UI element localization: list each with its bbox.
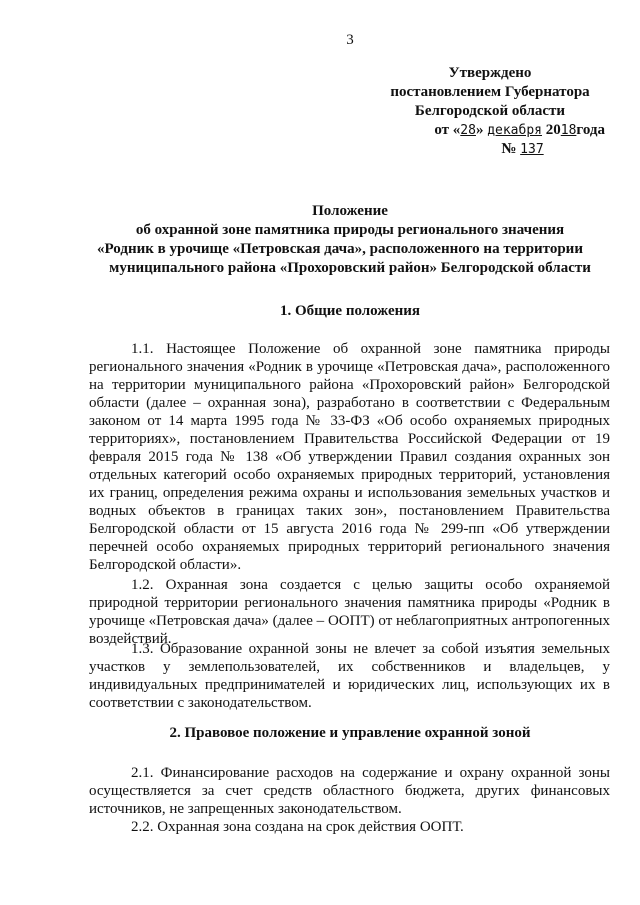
date-year-suffix: 18 bbox=[560, 123, 577, 138]
paragraph-1-3: 1.3. Образование охранной зоны не влечет за собой изъятия земельных участков у землепользователей, их собственников и владельцев, у индивидуальных предпринимателей и юридических лиц, использующих их в соответствии с законодательством. bbox=[89, 641, 610, 711]
date-mid: » bbox=[475, 122, 484, 138]
page-number: 3 bbox=[346, 32, 354, 48]
approval-date bbox=[360, 121, 605, 140]
title-line-1: Положение bbox=[312, 203, 388, 219]
title-line-4: муниципального района «Прохоровский район» Белгородской области bbox=[109, 260, 591, 276]
section-2-heading: 2. Правовое положение и управление охранной зоной bbox=[169, 725, 531, 741]
approval-line-2: постановлением Губернатора bbox=[390, 84, 590, 100]
title-line-2: об охранной зоне памятника природы регионального значения bbox=[135, 222, 565, 238]
number-value: 137 bbox=[520, 142, 544, 157]
paragraph-2-1: 2.1. Финансирование расходов на содержание и охрану охранной зоны осуществляется за счет средств областного бюджета, других финансовых источников, не запрещенных законодательством. bbox=[89, 765, 610, 817]
date-suffix: года bbox=[576, 122, 605, 138]
paragraph-1-1: 1.1. Настоящее Положение об охранной зоне памятника природы регионального значения «Родник в урочище «Петровская дача», расположенного на территории муниципального района «Прохоровский район» Белгородской области (далее – охранная зона), разработано в соответствии с Федеральным законом от 14 марта 1995 года № 33-ФЗ «Об особо охраняемых природных территориях», постановлением Правительства Российской Федерации от 19 февраля 2015 года № 138 «Об утверждении Правил создания охранных зон отдельных категорий особо охраняемых природных территорий, установления их границ, определения режима охраны и использования земельных участков и водных объектов в границах таких зон», постановлением Правительства Белгородской области от 15 августа 2016 года № 299-пп «Об утверждении перечней особо охраняемых природных территорий регионального значения Белгородской области». bbox=[89, 341, 610, 573]
number-prefix: № bbox=[501, 141, 521, 157]
paragraph-2-2: 2.2. Охранная зона создана на срок действия ООПТ. bbox=[131, 819, 464, 835]
date-prefix: от « bbox=[434, 122, 461, 138]
paragraph-1-2: 1.2. Охранная зона создается с целью защиты особо охраняемой природной территории регионального значения памятника природы «Родник в урочище «Петровская дача» (далее – ООПТ) от неблагоприятных антропогенных воздействий. bbox=[89, 577, 610, 647]
date-month: декабря bbox=[487, 123, 542, 138]
date-day: 28 bbox=[460, 123, 476, 138]
document-title bbox=[80, 202, 620, 278]
approval-number bbox=[360, 140, 605, 159]
date-year-prefix: 20 bbox=[545, 122, 561, 138]
section-1-heading: 1. Общие положения bbox=[279, 303, 421, 319]
approval-stamp bbox=[360, 64, 620, 159]
approval-line-3: Белгородской области bbox=[414, 103, 566, 119]
title-line-3: «Родник в урочище «Петровская дача», расположенного на территории bbox=[97, 241, 583, 257]
approval-line-1: Утверждено bbox=[448, 65, 532, 81]
